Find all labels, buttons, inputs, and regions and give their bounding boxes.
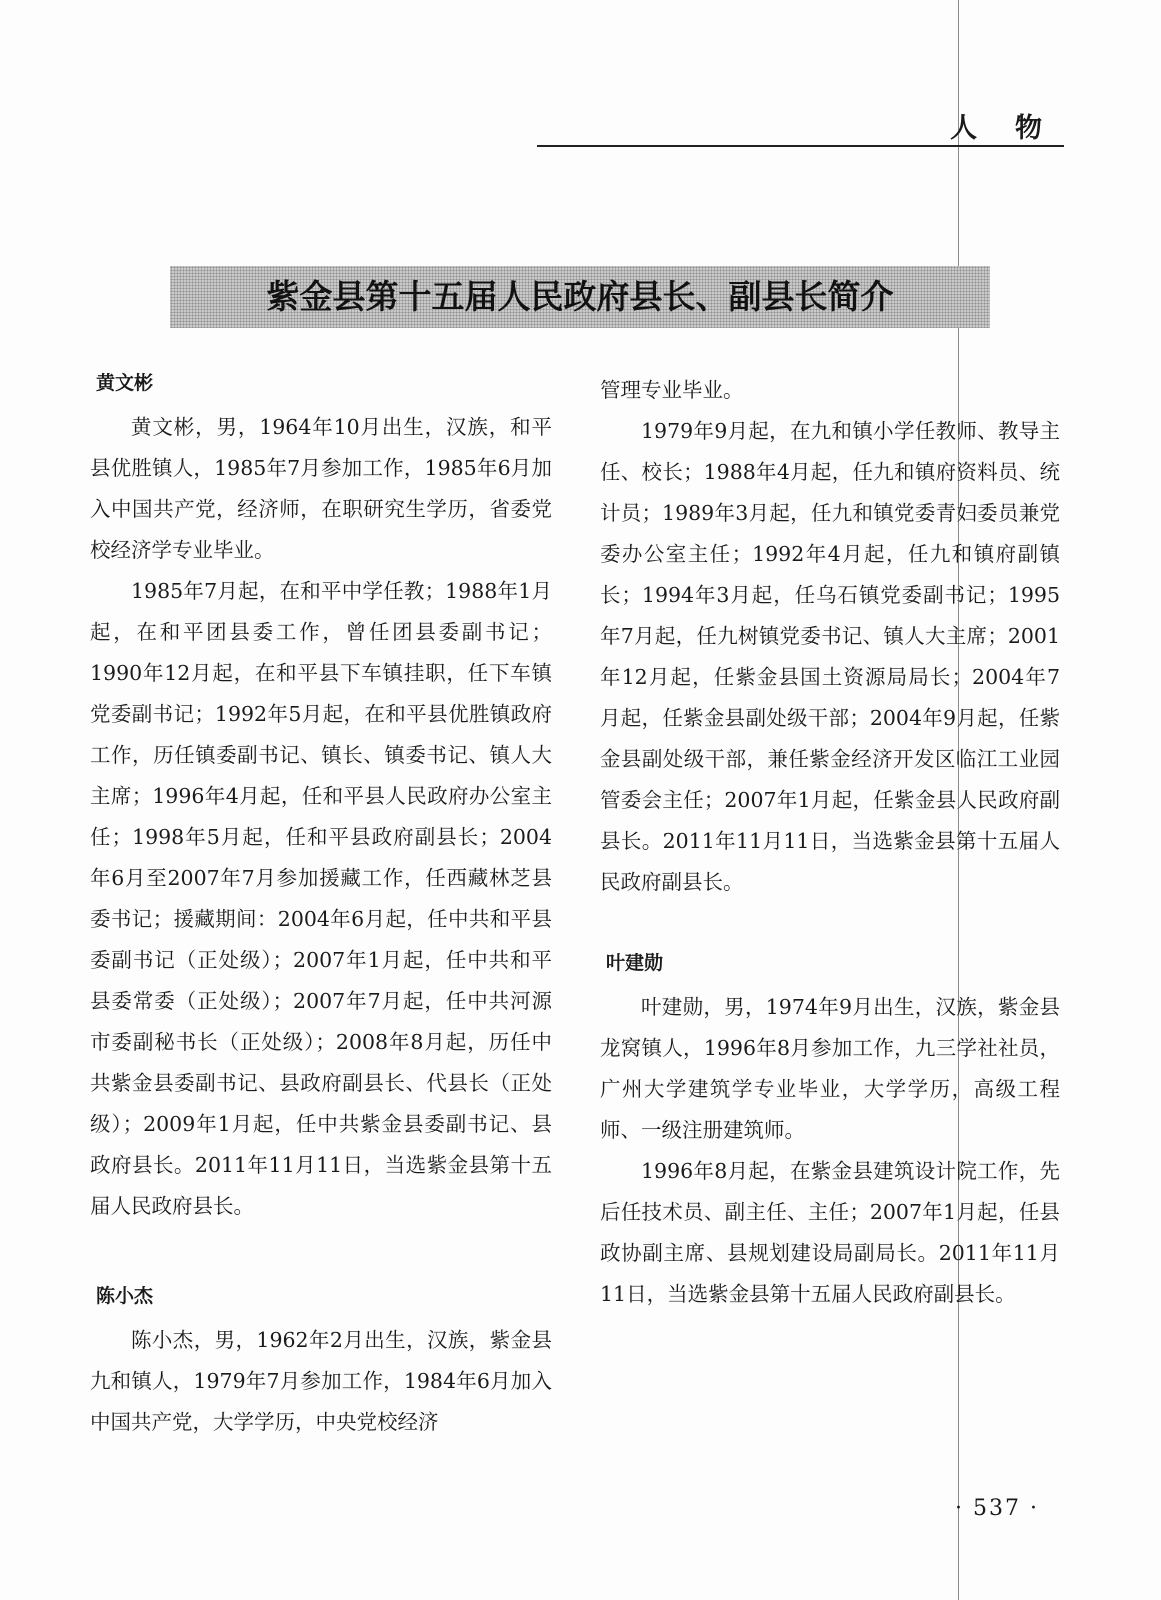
section-gap (600, 903, 1060, 946)
right-column (600, 370, 1060, 1315)
career-paragraph: 1996年8月起，在紫金县建筑设计院工作，先后任技术员、副主任、主任；2007年1月起，任县政协副主席、县规划建设局副局长。2011年11月11日，当选紫金县第十五届人民政府副县长。 (600, 1159, 1060, 1306)
section-label: 人物 (950, 113, 1080, 144)
page-title: 紫金县第十五届人民政府县长、副县长简介 (266, 277, 894, 316)
person-name: 黄文彬 (96, 372, 154, 394)
section-gap (90, 1227, 552, 1279)
left-column (90, 366, 552, 1443)
bio-continuation: 管理专业毕业。 (600, 378, 744, 402)
career-paragraph: 1979年9月起，在九和镇小学任教师、教导主任、校长；1988年4月起，任九和镇府资料员、统计员；1989年3月起，任九和镇党委青妇委员兼党委办公室主任；1992年4月起，任九和镇府副镇长；1994年3月起，任乌石镇党委副书记；1995年7月起，任九树镇党委书记、镇人大主席；2001年12月起，任紫金县国土资源局局长；2004年7月起，任紫金县副处级干部；2004年9月起，任紫金县副处级干部，兼任紫金经济开发区临江工业园管委会主任；2007年1月起，任紫金县人民政府副县长。2011年11月11日，当选紫金县第十五届人民政府副县长。 (600, 419, 1060, 894)
person-name: 陈小杰 (96, 1285, 154, 1307)
section-rule (537, 145, 1064, 147)
career-paragraph: 1985年7月起，在和平中学任教；1988年1月起，在和平团县委工作，曾任团县委副书记；1990年12月起，在和平县下车镇挂职，任下车镇党委副书记；1992年5月起，在和平县优胜镇政府工作，历任镇委副书记、镇长、镇委书记、镇人大主席；1996年4月起，任和平县人民政府办公室主任；1998年5月起，任和平县政府副县长；2004年6月至2007年7月参加援藏工作，任西藏林芝县委书记；援藏期间：2004年6月起，任中共和平县委副书记（正处级）；2007年1月起，任中共和平县委常委（正处级）；2007年7月起，任中共河源市委副秘书长（正处级）；2008年8月起，历任中共紫金县委副书记、县政府副县长、代县长（正处级）；2009年1月起，任中共紫金县委副书记、县政府县长。2011年11月11日，当选紫金县第十五届人民政府县长。 (90, 579, 552, 1218)
person-name: 叶建勋 (606, 952, 664, 974)
page-number: · 537 · (955, 1496, 1039, 1521)
bio-paragraph: 黄文彬，男，1964年10月出生，汉族，和平县优胜镇人，1985年7月参加工作，1985年6月加入中国共产党，经济师，在职研究生学历，省委党校经济学专业毕业。 (90, 415, 552, 562)
bio-paragraph: 陈小杰，男，1962年2月出生，汉族，紫金县九和镇人，1979年7月参加工作，1984年6月加入中国共产党，大学学历，中央党校经济 (90, 1328, 552, 1434)
bio-paragraph: 叶建勋，男，1974年9月出生，汉族，紫金县龙窝镇人，1996年8月参加工作，九三学社社员，广州大学建筑学专业毕业，大学学历，高级工程师、一级注册建筑师。 (600, 995, 1060, 1142)
